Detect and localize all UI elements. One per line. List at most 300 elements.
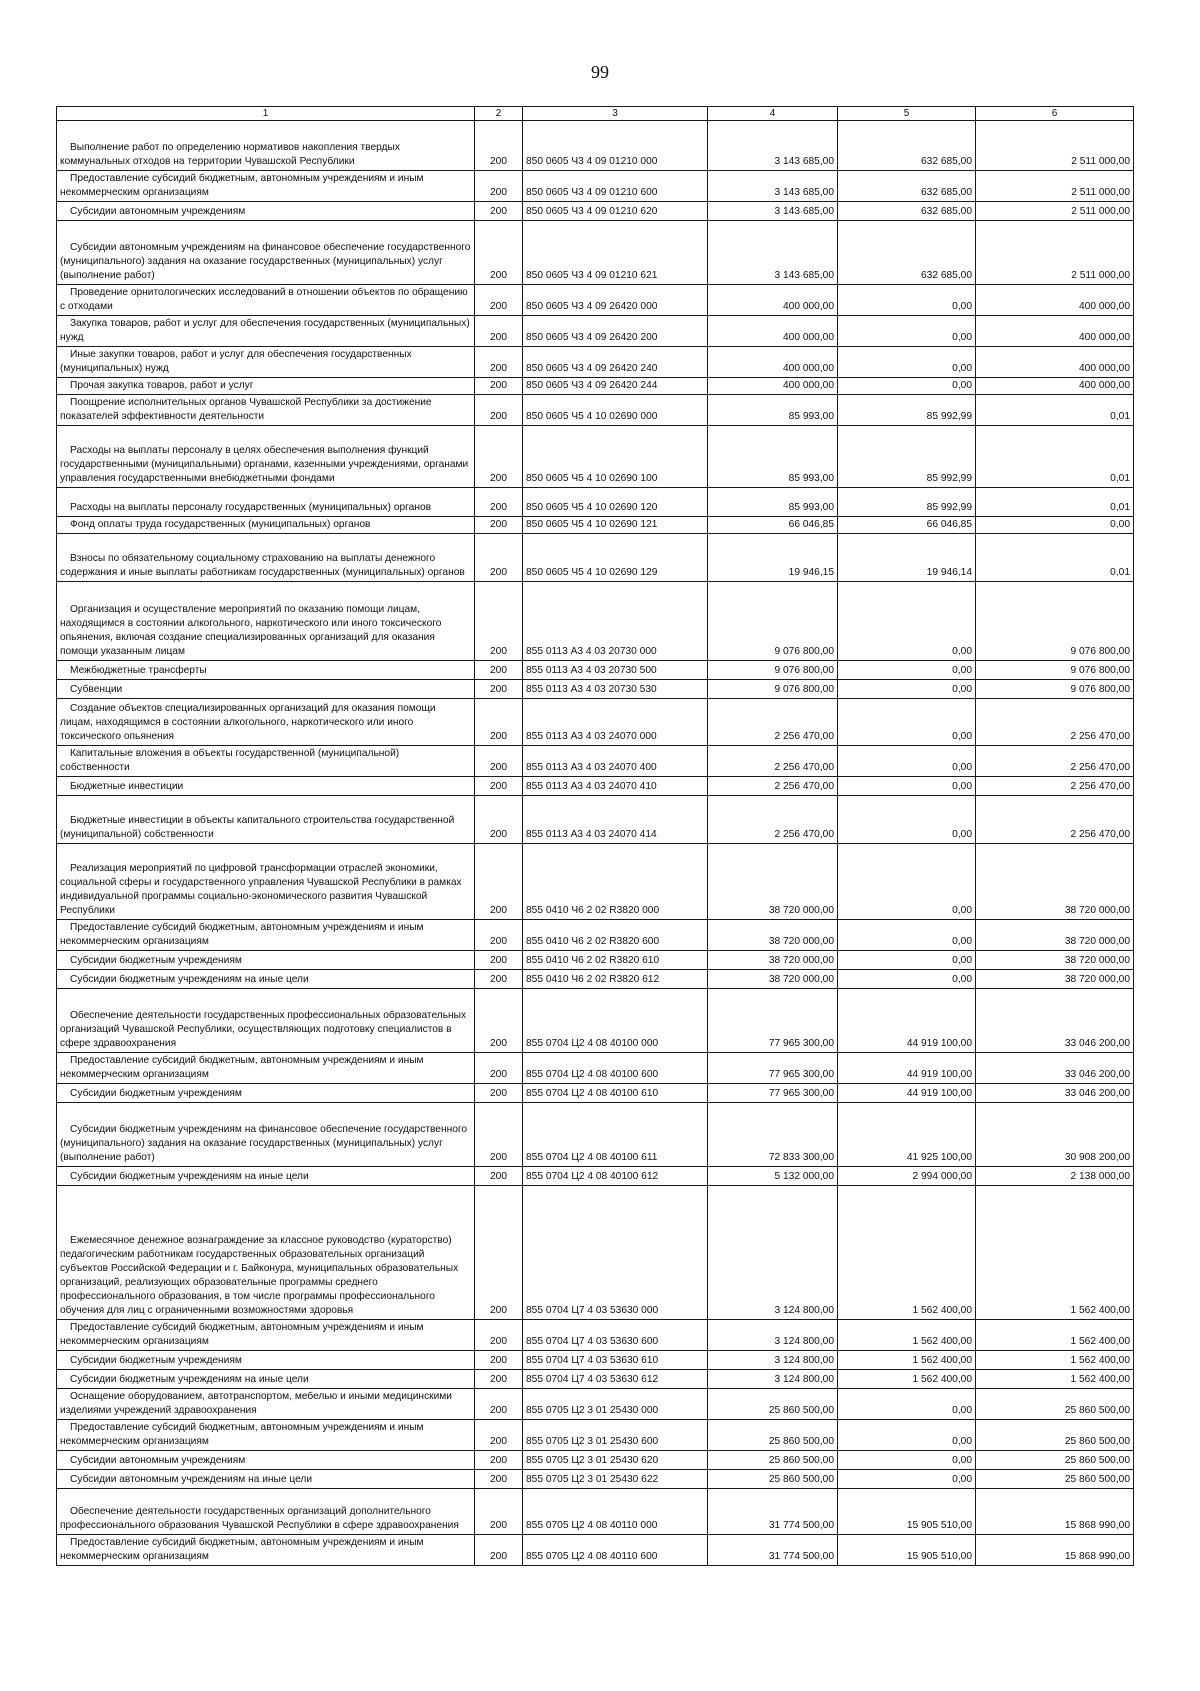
row-amount-col4: 2 256 470,00	[708, 746, 838, 777]
row-amount-col6: 400 000,00	[976, 316, 1134, 347]
table-row	[57, 488, 1134, 517]
table-row	[57, 202, 1134, 221]
row-classification-code: 855 0113 А3 4 03 24070 000	[523, 699, 708, 746]
row-amount-col5: 0,00	[838, 920, 976, 951]
table-row	[57, 316, 1134, 347]
table-row	[57, 699, 1134, 746]
row-classification-code: 855 0704 Ц7 4 03 53630 612	[523, 1370, 708, 1389]
row-classification-code: 855 0113 А3 4 03 24070 400	[523, 746, 708, 777]
row-code: 200	[475, 395, 523, 426]
row-amount-col6: 0,01	[976, 488, 1134, 517]
row-amount-col6: 0,01	[976, 426, 1134, 488]
row-classification-code: 855 0704 Ц2 4 08 40100 610	[523, 1084, 708, 1103]
row-code: 200	[475, 347, 523, 378]
row-amount-col6: 2 256 470,00	[976, 699, 1134, 746]
row-amount-col5: 0,00	[838, 1451, 976, 1470]
table-row	[57, 1451, 1134, 1470]
table-row	[57, 1320, 1134, 1351]
row-amount-col5: 15 905 510,00	[838, 1489, 976, 1535]
table-row	[57, 777, 1134, 796]
row-name	[57, 347, 475, 378]
row-classification-code: 855 0705 Ц2 3 01 25430 600	[523, 1420, 708, 1451]
row-amount-col4: 38 720 000,00	[708, 844, 838, 920]
row-name	[57, 970, 475, 989]
row-code: 200	[475, 488, 523, 517]
row-amount-col4: 25 860 500,00	[708, 1451, 838, 1470]
row-amount-col6: 38 720 000,00	[976, 920, 1134, 951]
row-classification-code: 850 0605 Ч5 4 10 02690 000	[523, 395, 708, 426]
row-classification-code: 855 0113 А3 4 03 24070 414	[523, 796, 708, 844]
row-code: 200	[475, 121, 523, 171]
table-row	[57, 1053, 1134, 1084]
row-amount-col6: 33 046 200,00	[976, 1084, 1134, 1103]
row-amount-col4: 38 720 000,00	[708, 951, 838, 970]
table-row	[57, 1489, 1134, 1535]
row-name-text: Субсидии бюджетным учреждениям на иные цели	[70, 1171, 309, 1182]
row-amount-col4: 2 256 470,00	[708, 699, 838, 746]
row-amount-col5: 85 992,99	[838, 395, 976, 426]
table-row	[57, 1420, 1134, 1451]
row-amount-col5: 0,00	[838, 680, 976, 699]
row-name	[57, 1389, 475, 1420]
row-amount-col6: 1 562 400,00	[976, 1320, 1134, 1351]
row-amount-col5: 1 562 400,00	[838, 1370, 976, 1389]
row-code: 200	[475, 699, 523, 746]
table-row	[57, 920, 1134, 951]
row-amount-col5: 0,00	[838, 746, 976, 777]
row-name	[57, 1103, 475, 1167]
table-row	[57, 746, 1134, 777]
row-code: 200	[475, 970, 523, 989]
row-amount-col6: 2 256 470,00	[976, 777, 1134, 796]
column-header: 6	[976, 107, 1134, 121]
row-classification-code: 850 0605 Ч3 4 09 26420 244	[523, 378, 708, 395]
table-row	[57, 378, 1134, 395]
table-row	[57, 844, 1134, 920]
row-name-text: Обеспечение деятельности государственных профессиональных образовательных организаций Чувашской Республики, осуществляющих подготовку специалистов в сфере здравоохранения	[60, 1010, 467, 1049]
row-name	[57, 699, 475, 746]
row-amount-col4: 25 860 500,00	[708, 1420, 838, 1451]
row-amount-col4: 25 860 500,00	[708, 1389, 838, 1420]
row-amount-col4: 25 860 500,00	[708, 1470, 838, 1489]
row-amount-col4: 3 124 800,00	[708, 1320, 838, 1351]
row-classification-code: 855 0704 Ц7 4 03 53630 000	[523, 1186, 708, 1320]
row-name	[57, 1370, 475, 1389]
row-amount-col5: 85 992,99	[838, 488, 976, 517]
row-amount-col5: 44 919 100,00	[838, 1084, 976, 1103]
row-classification-code: 855 0705 Ц2 3 01 25430 622	[523, 1470, 708, 1489]
row-classification-code: 855 0705 Ц2 3 01 25430 620	[523, 1451, 708, 1470]
row-name-text: Закупка товаров, работ и услуг для обеспечения государственных (муниципальных) нужд	[60, 318, 470, 343]
row-name-text: Предоставление субсидий бюджетным, автономным учреждениям и иным некоммерческим организациям	[60, 1537, 424, 1562]
row-name	[57, 316, 475, 347]
row-name-text: Бюджетные инвестиции в объекты капитального строительства государственной (муниципальной) собственности	[60, 815, 455, 840]
row-amount-col5: 632 685,00	[838, 202, 976, 221]
row-amount-col4: 77 965 300,00	[708, 1053, 838, 1084]
row-code: 200	[475, 1489, 523, 1535]
table-row	[57, 1389, 1134, 1420]
row-classification-code: 850 0605 Ч3 4 09 01210 600	[523, 171, 708, 202]
row-amount-col6: 33 046 200,00	[976, 989, 1134, 1053]
row-amount-col4: 9 076 800,00	[708, 661, 838, 680]
row-amount-col6: 38 720 000,00	[976, 951, 1134, 970]
row-classification-code: 850 0605 Ч3 4 09 01210 620	[523, 202, 708, 221]
row-code: 200	[475, 777, 523, 796]
row-code: 200	[475, 171, 523, 202]
row-classification-code: 850 0605 Ч5 4 10 02690 100	[523, 426, 708, 488]
row-name	[57, 1535, 475, 1566]
row-name-text: Расходы на выплаты персоналу государственных (муниципальных) органов	[70, 502, 432, 513]
row-amount-col5: 41 925 100,00	[838, 1103, 976, 1167]
row-name	[57, 951, 475, 970]
row-classification-code: 850 0605 Ч5 4 10 02690 121	[523, 517, 708, 534]
row-amount-col4: 3 124 800,00	[708, 1370, 838, 1389]
row-name-text: Ежемесячное денежное вознаграждение за классное руководство (кураторство) педагогическим работникам государственных образовательных организаций субъектов Российской Федерации и г. Байконура, муниципальных образовательных организаций, реализующих образовательные программы среднего профессионального образования, в том числе программы профессионального обучения для лиц с ограниченными возможностями здоровья	[60, 1235, 459, 1316]
row-classification-code: 855 0113 А3 4 03 20730 500	[523, 661, 708, 680]
row-classification-code: 855 0704 Ц2 4 08 40100 612	[523, 1167, 708, 1186]
row-name	[57, 844, 475, 920]
table-row	[57, 395, 1134, 426]
row-name	[57, 1451, 475, 1470]
row-name-text: Субвенции	[70, 684, 123, 695]
row-amount-col6: 9 076 800,00	[976, 680, 1134, 699]
row-name	[57, 378, 475, 395]
row-amount-col5: 632 685,00	[838, 121, 976, 171]
row-code: 200	[475, 1167, 523, 1186]
row-name	[57, 1420, 475, 1451]
row-name-text: Бюджетные инвестиции	[70, 781, 184, 792]
row-code: 200	[475, 661, 523, 680]
row-classification-code: 855 0410 Ч6 2 02 R3820 610	[523, 951, 708, 970]
row-name-text: Субсидии бюджетным учреждениям	[70, 1088, 242, 1099]
row-amount-col5: 632 685,00	[838, 221, 976, 285]
row-name	[57, 1470, 475, 1489]
row-name	[57, 680, 475, 699]
row-code: 200	[475, 844, 523, 920]
row-classification-code: 850 0605 Ч3 4 09 01210 000	[523, 121, 708, 171]
row-name-text: Выполнение работ по определению нормативов накопления твердых коммунальных отходов на территории Чувашской Республики	[60, 142, 400, 167]
row-name	[57, 534, 475, 582]
row-amount-col4: 85 993,00	[708, 426, 838, 488]
row-name-text: Прочая закупка товаров, работ и услуг	[70, 380, 254, 391]
row-amount-col5: 1 562 400,00	[838, 1320, 976, 1351]
row-amount-col6: 400 000,00	[976, 378, 1134, 395]
row-name-text: Субсидии автономным учреждениям на финансовое обеспечение государственного (муниципального) задания на оказание государственных (муниципальных) услуг (выполнение работ)	[60, 242, 471, 281]
row-amount-col5: 0,00	[838, 951, 976, 970]
table-row	[57, 970, 1134, 989]
row-amount-col5: 1 562 400,00	[838, 1186, 976, 1320]
row-code: 200	[475, 920, 523, 951]
row-amount-col5: 0,00	[838, 844, 976, 920]
column-header: 1	[57, 107, 475, 121]
row-amount-col4: 77 965 300,00	[708, 1084, 838, 1103]
row-amount-col6: 2 256 470,00	[976, 796, 1134, 844]
row-name	[57, 221, 475, 285]
row-name-text: Субсидии автономным учреждениям	[70, 206, 246, 217]
row-name	[57, 582, 475, 661]
row-amount-col4: 400 000,00	[708, 285, 838, 316]
row-name-text: Предоставление субсидий бюджетным, автономным учреждениям и иным некоммерческим организациям	[60, 1055, 424, 1080]
row-code: 200	[475, 202, 523, 221]
column-header: 5	[838, 107, 976, 121]
row-amount-col6: 9 076 800,00	[976, 661, 1134, 680]
row-name	[57, 517, 475, 534]
row-amount-col5: 0,00	[838, 699, 976, 746]
table-row	[57, 426, 1134, 488]
row-name	[57, 426, 475, 488]
row-name	[57, 777, 475, 796]
row-amount-col5: 0,00	[838, 378, 976, 395]
table-row	[57, 1186, 1134, 1320]
row-code: 200	[475, 1535, 523, 1566]
row-name-text: Организация и осуществление мероприятий по оказанию помощи лицам, находящимся в состоянии алкогольного, наркотического или иного токсического опьянения, включая создание специализированных организаций для оказания помощи указанным лицам	[60, 604, 442, 657]
row-amount-col6: 0,00	[976, 517, 1134, 534]
row-amount-col6: 15 868 990,00	[976, 1489, 1134, 1535]
row-amount-col4: 5 132 000,00	[708, 1167, 838, 1186]
row-amount-col5: 0,00	[838, 661, 976, 680]
row-amount-col4: 38 720 000,00	[708, 920, 838, 951]
row-name	[57, 1320, 475, 1351]
row-name-text: Субсидии автономным учреждениям на иные цели	[70, 1474, 313, 1485]
row-classification-code: 850 0605 Ч3 4 09 26420 200	[523, 316, 708, 347]
row-name	[57, 171, 475, 202]
row-name-text: Субсидии бюджетным учреждениям на иные цели	[70, 974, 309, 985]
row-name	[57, 1186, 475, 1320]
row-amount-col5: 0,00	[838, 777, 976, 796]
row-amount-col4: 400 000,00	[708, 347, 838, 378]
table-body	[57, 121, 1134, 1566]
row-code: 200	[475, 1351, 523, 1370]
row-code: 200	[475, 582, 523, 661]
row-code: 200	[475, 1451, 523, 1470]
row-amount-col4: 3 143 685,00	[708, 171, 838, 202]
row-name	[57, 1084, 475, 1103]
table-row	[57, 582, 1134, 661]
table-row	[57, 1084, 1134, 1103]
table-row	[57, 1470, 1134, 1489]
row-name	[57, 920, 475, 951]
budget-table	[56, 106, 1134, 1566]
row-amount-col5: 0,00	[838, 796, 976, 844]
table-row	[57, 989, 1134, 1053]
row-amount-col6: 400 000,00	[976, 285, 1134, 316]
row-code: 200	[475, 221, 523, 285]
row-classification-code: 850 0605 Ч5 4 10 02690 129	[523, 534, 708, 582]
row-amount-col5: 44 919 100,00	[838, 989, 976, 1053]
column-number-row	[57, 107, 1134, 121]
row-name	[57, 1351, 475, 1370]
row-name-text: Обеспечение деятельности государственных организаций дополнительного профессионального образования Чувашской Республики в сфере здравоохранения	[60, 1506, 459, 1531]
row-amount-col6: 2 511 000,00	[976, 171, 1134, 202]
row-amount-col5: 85 992,99	[838, 426, 976, 488]
row-code: 200	[475, 316, 523, 347]
row-name-text: Взносы по обязательному социальному страхованию на выплаты денежного содержания и иные выплаты работникам государственных (муниципальных) органов	[60, 553, 465, 578]
table-row	[57, 221, 1134, 285]
row-name-text: Межбюджетные трансферты	[70, 665, 207, 676]
row-amount-col5: 0,00	[838, 1420, 976, 1451]
row-name-text: Субсидии бюджетным учреждениям на финансовое обеспечение государственного (муниципального) задания на оказание государственных (муниципальных) услуг (выполнение работ)	[60, 1124, 468, 1163]
table-row	[57, 661, 1134, 680]
row-amount-col4: 66 046,85	[708, 517, 838, 534]
row-name-text: Субсидии автономным учреждениям	[70, 1455, 246, 1466]
row-name	[57, 989, 475, 1053]
row-code: 200	[475, 680, 523, 699]
row-code: 200	[475, 1389, 523, 1420]
row-name-text: Капитальные вложения в объекты государственной (муниципальной) собственности	[60, 748, 400, 773]
table-row	[57, 347, 1134, 378]
table-row	[57, 1535, 1134, 1566]
row-amount-col5: 66 046,85	[838, 517, 976, 534]
row-classification-code: 850 0605 Ч3 4 09 26420 000	[523, 285, 708, 316]
row-name	[57, 1167, 475, 1186]
row-classification-code: 855 0705 Ц2 4 08 40110 000	[523, 1489, 708, 1535]
row-amount-col4: 31 774 500,00	[708, 1489, 838, 1535]
row-name-text: Субсидии бюджетным учреждениям на иные цели	[70, 1374, 309, 1385]
row-code: 200	[475, 378, 523, 395]
row-name	[57, 488, 475, 517]
row-amount-col4: 85 993,00	[708, 488, 838, 517]
row-amount-col4: 2 256 470,00	[708, 796, 838, 844]
row-classification-code: 855 0705 Ц2 4 08 40110 600	[523, 1535, 708, 1566]
row-amount-col5: 0,00	[838, 1389, 976, 1420]
row-code: 200	[475, 285, 523, 316]
row-amount-col6: 15 868 990,00	[976, 1535, 1134, 1566]
row-amount-col6: 25 860 500,00	[976, 1470, 1134, 1489]
row-code: 200	[475, 1320, 523, 1351]
row-code: 200	[475, 1186, 523, 1320]
row-amount-col4: 9 076 800,00	[708, 582, 838, 661]
row-amount-col4: 77 965 300,00	[708, 989, 838, 1053]
row-code: 200	[475, 1084, 523, 1103]
row-amount-col5: 0,00	[838, 970, 976, 989]
row-name-text: Фонд оплаты труда государственных (муниципальных) органов	[70, 519, 371, 530]
row-classification-code: 855 0705 Ц2 3 01 25430 000	[523, 1389, 708, 1420]
row-amount-col4: 3 143 685,00	[708, 221, 838, 285]
row-amount-col6: 25 860 500,00	[976, 1420, 1134, 1451]
row-amount-col5: 19 946,14	[838, 534, 976, 582]
table-row	[57, 1370, 1134, 1389]
row-amount-col4: 72 833 300,00	[708, 1103, 838, 1167]
row-amount-col5: 0,00	[838, 285, 976, 316]
row-classification-code: 855 0410 Ч6 2 02 R3820 612	[523, 970, 708, 989]
row-amount-col5: 15 905 510,00	[838, 1535, 976, 1566]
row-code: 200	[475, 1053, 523, 1084]
row-classification-code: 850 0605 Ч3 4 09 26420 240	[523, 347, 708, 378]
table-row	[57, 1351, 1134, 1370]
row-amount-col5: 0,00	[838, 347, 976, 378]
row-name	[57, 1489, 475, 1535]
row-amount-col6: 33 046 200,00	[976, 1053, 1134, 1084]
row-code: 200	[475, 1470, 523, 1489]
column-header: 2	[475, 107, 523, 121]
row-name-text: Субсидии бюджетным учреждениям	[70, 955, 242, 966]
row-amount-col6: 38 720 000,00	[976, 970, 1134, 989]
row-amount-col6: 9 076 800,00	[976, 582, 1134, 661]
row-classification-code: 855 0704 Ц2 4 08 40100 000	[523, 989, 708, 1053]
row-amount-col4: 19 946,15	[708, 534, 838, 582]
table-row	[57, 121, 1134, 171]
column-header: 3	[523, 107, 708, 121]
row-code: 200	[475, 1420, 523, 1451]
row-code: 200	[475, 1370, 523, 1389]
column-header: 4	[708, 107, 838, 121]
row-amount-col6: 2 511 000,00	[976, 221, 1134, 285]
row-name-text: Предоставление субсидий бюджетным, автономным учреждениям и иным некоммерческим организациям	[60, 922, 424, 947]
row-name-text: Иные закупки товаров, работ и услуг для обеспечения государственных (муниципальных) нужд	[60, 349, 412, 374]
row-name	[57, 202, 475, 221]
row-name-text: Предоставление субсидий бюджетным, автономным учреждениям и иным некоммерческим организациям	[60, 1422, 424, 1447]
row-amount-col5: 1 562 400,00	[838, 1351, 976, 1370]
row-name	[57, 746, 475, 777]
row-name	[57, 796, 475, 844]
row-amount-col4: 400 000,00	[708, 316, 838, 347]
row-amount-col4: 400 000,00	[708, 378, 838, 395]
page-number: 99	[591, 62, 609, 82]
row-classification-code: 855 0113 А3 4 03 20730 000	[523, 582, 708, 661]
row-amount-col4: 38 720 000,00	[708, 970, 838, 989]
row-name-text: Предоставление субсидий бюджетным, автономным учреждениям и иным некоммерческим организациям	[60, 1322, 424, 1347]
row-amount-col4: 85 993,00	[708, 395, 838, 426]
row-amount-col6: 30 908 200,00	[976, 1103, 1134, 1167]
row-name-text: Расходы на выплаты персоналу в целях обеспечения выполнения функций государственными (муниципальными) органами, казенными учреждениями, органами управления государственными внебюджетными фондами	[60, 445, 469, 484]
row-amount-col4: 9 076 800,00	[708, 680, 838, 699]
row-classification-code: 855 0704 Ц7 4 03 53630 610	[523, 1351, 708, 1370]
row-amount-col6: 38 720 000,00	[976, 844, 1134, 920]
row-name	[57, 661, 475, 680]
row-name-text: Поощрение исполнительных органов Чувашской Республики за достижение показателей эффективности деятельности	[60, 397, 432, 422]
row-amount-col5: 2 994 000,00	[838, 1167, 976, 1186]
table-row	[57, 517, 1134, 534]
row-classification-code: 855 0704 Ц7 4 03 53630 600	[523, 1320, 708, 1351]
row-name-text: Оснащение оборудованием, автотранспортом, мебелью и иными медицинскими изделиями учреждений здравоохранения	[60, 1391, 452, 1416]
row-name	[57, 285, 475, 316]
row-classification-code: 855 0704 Ц2 4 08 40100 611	[523, 1103, 708, 1167]
row-classification-code: 855 0410 Ч6 2 02 R3820 000	[523, 844, 708, 920]
row-amount-col6: 400 000,00	[976, 347, 1134, 378]
row-amount-col6: 25 860 500,00	[976, 1389, 1134, 1420]
row-amount-col5: 44 919 100,00	[838, 1053, 976, 1084]
row-classification-code: 850 0605 Ч3 4 09 01210 621	[523, 221, 708, 285]
row-amount-col6: 2 511 000,00	[976, 202, 1134, 221]
row-name-text: Субсидии бюджетным учреждениям	[70, 1355, 242, 1366]
row-amount-col5: 0,00	[838, 316, 976, 347]
row-amount-col4: 3 124 800,00	[708, 1186, 838, 1320]
row-code: 200	[475, 534, 523, 582]
table-row	[57, 171, 1134, 202]
row-name	[57, 395, 475, 426]
row-amount-col6: 2 138 000,00	[976, 1167, 1134, 1186]
row-amount-col4: 2 256 470,00	[708, 777, 838, 796]
row-amount-col6: 1 562 400,00	[976, 1351, 1134, 1370]
row-classification-code: 855 0113 А3 4 03 20730 530	[523, 680, 708, 699]
row-amount-col6: 1 562 400,00	[976, 1186, 1134, 1320]
row-amount-col5: 0,00	[838, 582, 976, 661]
row-amount-col6: 2 511 000,00	[976, 121, 1134, 171]
row-code: 200	[475, 746, 523, 777]
row-code: 200	[475, 951, 523, 970]
row-classification-code: 855 0704 Ц2 4 08 40100 600	[523, 1053, 708, 1084]
table-row	[57, 680, 1134, 699]
row-name	[57, 121, 475, 171]
row-name	[57, 1053, 475, 1084]
row-name-text: Предоставление субсидий бюджетным, автономным учреждениям и иным некоммерческим организациям	[60, 173, 424, 198]
row-code: 200	[475, 796, 523, 844]
table-row	[57, 285, 1134, 316]
row-amount-col4: 3 143 685,00	[708, 121, 838, 171]
row-classification-code: 855 0410 Ч6 2 02 R3820 600	[523, 920, 708, 951]
table-row	[57, 1167, 1134, 1186]
row-amount-col6: 0,01	[976, 395, 1134, 426]
